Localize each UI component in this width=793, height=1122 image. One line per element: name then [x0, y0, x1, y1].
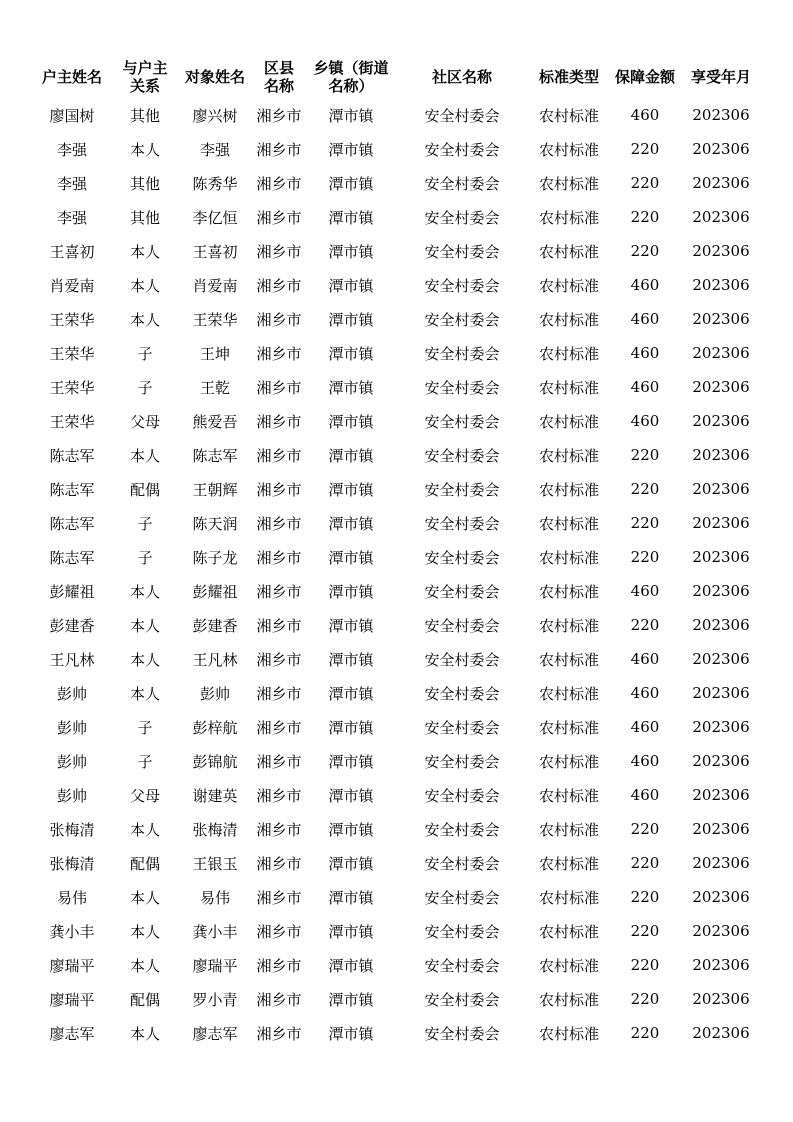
month-cell: 202306	[692, 514, 750, 532]
table-row	[34, 744, 760, 778]
town-cell: 潭市镇	[328, 922, 374, 941]
month-cell: 202306	[692, 888, 750, 906]
community-cell: 安全村委会	[424, 1024, 500, 1043]
relation-cell: 本人	[129, 956, 160, 975]
county-cell: 湘乡市	[256, 820, 302, 839]
month-cell: 202306	[692, 344, 750, 362]
community-cell: 安全村委会	[424, 412, 500, 431]
town-cell: 潭市镇	[328, 582, 374, 601]
standard-cell: 农村标准	[538, 888, 599, 907]
standard-cell: 农村标准	[538, 990, 599, 1009]
head-name-cell: 陈志军	[49, 514, 95, 533]
standard-cell: 农村标准	[538, 446, 599, 465]
standard-cell: 农村标准	[538, 616, 599, 635]
month-cell: 202306	[692, 616, 750, 634]
town-cell: 潭市镇	[328, 548, 374, 567]
table-row	[34, 710, 760, 744]
county-cell: 湘乡市	[256, 650, 302, 669]
town-cell: 潭市镇	[328, 888, 374, 907]
community-cell: 安全村委会	[424, 310, 500, 329]
amount-cell: 460	[630, 276, 660, 294]
head-name-cell: 陈志军	[49, 480, 95, 499]
county-cell: 湘乡市	[256, 242, 302, 261]
table-row	[34, 948, 760, 982]
header-row	[34, 56, 760, 98]
relation-cell: 本人	[129, 242, 160, 261]
town-cell: 潭市镇	[328, 174, 374, 193]
head-name-cell: 彭帅	[56, 718, 87, 737]
person-name-cell: 熊爱吾	[192, 412, 238, 431]
relation-cell: 本人	[129, 446, 160, 465]
person-name-cell: 彭锦航	[192, 752, 238, 771]
relation-cell: 配偶	[129, 480, 160, 499]
amount-cell: 460	[630, 412, 660, 430]
standard-cell: 农村标准	[538, 956, 599, 975]
relation-cell: 本人	[129, 650, 160, 669]
community-cell: 安全村委会	[424, 888, 500, 907]
standard-cell: 农村标准	[538, 718, 599, 737]
standard-cell: 农村标准	[538, 242, 599, 261]
town-cell: 潭市镇	[328, 378, 374, 397]
month-cell: 202306	[692, 684, 750, 702]
person-name-cell: 陈天润	[192, 514, 238, 533]
standard-cell: 农村标准	[538, 1024, 599, 1043]
amount-cell: 220	[630, 174, 660, 192]
header-person-name: 对象姓名	[184, 68, 245, 86]
person-name-cell: 彭帅	[199, 684, 230, 703]
head-name-cell: 王凡林	[49, 650, 95, 669]
header-amount: 保障金额	[614, 68, 675, 86]
county-cell: 湘乡市	[256, 786, 302, 805]
amount-cell: 220	[630, 1024, 660, 1042]
person-name-cell: 王凡林	[192, 650, 238, 669]
town-cell: 潭市镇	[328, 650, 374, 669]
county-cell: 湘乡市	[256, 446, 302, 465]
standard-cell: 农村标准	[538, 650, 599, 669]
relation-cell: 子	[137, 718, 153, 737]
standard-cell: 农村标准	[538, 922, 599, 941]
head-name-cell: 王喜初	[49, 242, 95, 261]
header-county	[250, 56, 308, 98]
person-name-cell: 李亿恒	[192, 208, 238, 227]
head-name-cell: 龚小丰	[49, 922, 95, 941]
table-row	[34, 200, 760, 234]
community-cell: 安全村委会	[424, 684, 500, 703]
standard-cell: 农村标准	[538, 344, 599, 363]
amount-cell: 220	[630, 820, 660, 838]
person-name-cell: 王坤	[199, 344, 230, 363]
month-cell: 202306	[692, 140, 750, 158]
community-cell: 安全村委会	[424, 242, 500, 261]
head-name-cell: 张梅清	[49, 820, 95, 839]
amount-cell: 220	[630, 140, 660, 158]
table-row	[34, 1016, 760, 1050]
town-cell: 潭市镇	[328, 616, 374, 635]
community-cell: 安全村委会	[424, 446, 500, 465]
community-cell: 安全村委会	[424, 820, 500, 839]
standard-cell: 农村标准	[538, 548, 599, 567]
town-cell: 潭市镇	[328, 752, 374, 771]
table-row	[34, 880, 760, 914]
person-name-cell: 廖志军	[192, 1024, 238, 1043]
person-name-cell: 王朝辉	[192, 480, 238, 499]
relation-cell: 本人	[129, 820, 160, 839]
table-row	[34, 302, 760, 336]
month-cell: 202306	[692, 446, 750, 464]
community-cell: 安全村委会	[424, 514, 500, 533]
community-cell: 安全村委会	[424, 140, 500, 159]
relation-cell: 其他	[129, 208, 160, 227]
county-cell: 湘乡市	[256, 1024, 302, 1043]
relation-cell: 其他	[129, 174, 160, 193]
community-cell: 安全村委会	[424, 786, 500, 805]
county-cell: 湘乡市	[256, 684, 302, 703]
month-cell: 202306	[692, 174, 750, 192]
head-name-cell: 王荣华	[49, 344, 95, 363]
town-cell: 潭市镇	[328, 820, 374, 839]
county-cell: 湘乡市	[256, 480, 302, 499]
county-cell: 湘乡市	[256, 344, 302, 363]
table-row	[34, 982, 760, 1016]
month-cell: 202306	[692, 242, 750, 260]
relation-cell: 子	[137, 514, 153, 533]
person-name-cell: 易伟	[199, 888, 230, 907]
town-cell: 潭市镇	[328, 310, 374, 329]
table-row	[34, 778, 760, 812]
town-cell: 潭市镇	[328, 480, 374, 499]
table-row	[34, 676, 760, 710]
relation-cell: 本人	[129, 616, 160, 635]
standard-cell: 农村标准	[538, 514, 599, 533]
header-standard: 标准类型	[538, 68, 599, 86]
month-cell: 202306	[692, 378, 750, 396]
month-cell: 202306	[692, 854, 750, 872]
amount-cell: 460	[630, 344, 660, 362]
relation-cell: 其他	[129, 106, 160, 125]
town-cell: 潭市镇	[328, 854, 374, 873]
month-cell: 202306	[692, 752, 750, 770]
month-cell: 202306	[692, 1024, 750, 1042]
table-body	[34, 98, 760, 1050]
month-cell: 202306	[692, 106, 750, 124]
table-row	[34, 608, 760, 642]
header-head-name: 户主姓名	[41, 68, 102, 86]
person-name-cell: 王银玉	[192, 854, 238, 873]
standard-cell: 农村标准	[538, 752, 599, 771]
person-name-cell: 廖兴树	[192, 106, 238, 125]
relation-cell: 本人	[129, 922, 160, 941]
county-cell: 湘乡市	[256, 752, 302, 771]
month-cell: 202306	[692, 208, 750, 226]
amount-cell: 220	[630, 922, 660, 940]
town-cell: 潭市镇	[328, 140, 374, 159]
person-name-cell: 王乾	[199, 378, 230, 397]
table-row	[34, 336, 760, 370]
county-cell: 湘乡市	[256, 140, 302, 159]
person-name-cell: 彭梓航	[192, 718, 238, 737]
head-name-cell: 王荣华	[49, 378, 95, 397]
relation-cell: 本人	[129, 1024, 160, 1043]
relation-cell: 本人	[129, 140, 160, 159]
community-cell: 安全村委会	[424, 276, 500, 295]
relation-cell: 本人	[129, 310, 160, 329]
standard-cell: 农村标准	[538, 208, 599, 227]
head-name-cell: 王荣华	[49, 412, 95, 431]
amount-cell: 460	[630, 752, 660, 770]
community-cell: 安全村委会	[424, 990, 500, 1009]
community-cell: 安全村委会	[424, 208, 500, 227]
relation-cell: 子	[137, 752, 153, 771]
table-row	[34, 234, 760, 268]
relation-cell: 配偶	[129, 990, 160, 1009]
community-cell: 安全村委会	[424, 752, 500, 771]
community-cell: 安全村委会	[424, 548, 500, 567]
table-row	[34, 846, 760, 880]
table-row	[34, 914, 760, 948]
community-cell: 安全村委会	[424, 854, 500, 873]
month-cell: 202306	[692, 582, 750, 600]
standard-cell: 农村标准	[538, 684, 599, 703]
head-name-cell: 彭帅	[56, 684, 87, 703]
head-name-cell: 彭帅	[56, 752, 87, 771]
county-cell: 湘乡市	[256, 174, 302, 193]
amount-cell: 220	[630, 480, 660, 498]
month-cell: 202306	[692, 412, 750, 430]
table-row	[34, 506, 760, 540]
community-cell: 安全村委会	[424, 650, 500, 669]
table-row	[34, 268, 760, 302]
head-name-cell: 王荣华	[49, 310, 95, 329]
amount-cell: 220	[630, 514, 660, 532]
table-row	[34, 540, 760, 574]
person-name-cell: 陈志军	[192, 446, 238, 465]
table-row	[34, 132, 760, 166]
month-cell: 202306	[692, 820, 750, 838]
amount-cell: 460	[630, 378, 660, 396]
table-row	[34, 404, 760, 438]
standard-cell: 农村标准	[538, 480, 599, 499]
relation-cell: 本人	[129, 276, 160, 295]
town-cell: 潭市镇	[328, 276, 374, 295]
county-cell: 湘乡市	[256, 582, 302, 601]
header-town-line1: 乡镇（街道	[313, 59, 389, 77]
county-cell: 湘乡市	[256, 616, 302, 635]
standard-cell: 农村标准	[538, 854, 599, 873]
head-name-cell: 廖国树	[49, 106, 95, 125]
table-header	[34, 56, 760, 98]
community-cell: 安全村委会	[424, 922, 500, 941]
standard-cell: 农村标准	[538, 582, 599, 601]
month-cell: 202306	[692, 718, 750, 736]
head-name-cell: 廖瑞平	[49, 990, 95, 1009]
relation-cell: 子	[137, 378, 153, 397]
community-cell: 安全村委会	[424, 616, 500, 635]
town-cell: 潭市镇	[328, 956, 374, 975]
head-name-cell: 易伟	[56, 888, 87, 907]
community-cell: 安全村委会	[424, 378, 500, 397]
table-row	[34, 574, 760, 608]
month-cell: 202306	[692, 276, 750, 294]
person-name-cell: 王荣华	[192, 310, 238, 329]
standard-cell: 农村标准	[538, 106, 599, 125]
person-name-cell: 廖瑞平	[192, 956, 238, 975]
county-cell: 湘乡市	[256, 990, 302, 1009]
header-town	[308, 56, 394, 98]
head-name-cell: 李强	[56, 140, 87, 159]
table-row	[34, 642, 760, 676]
relation-cell: 子	[137, 344, 153, 363]
person-name-cell: 罗小青	[192, 990, 238, 1009]
town-cell: 潭市镇	[328, 242, 374, 261]
relation-cell: 本人	[129, 888, 160, 907]
county-cell: 湘乡市	[256, 276, 302, 295]
month-cell: 202306	[692, 990, 750, 1008]
amount-cell: 220	[630, 956, 660, 974]
head-name-cell: 彭耀祖	[49, 582, 95, 601]
town-cell: 潭市镇	[328, 208, 374, 227]
month-cell: 202306	[692, 310, 750, 328]
head-name-cell: 陈志军	[49, 548, 95, 567]
month-cell: 202306	[692, 480, 750, 498]
town-cell: 潭市镇	[328, 1024, 374, 1043]
county-cell: 湘乡市	[256, 888, 302, 907]
standard-cell: 农村标准	[538, 310, 599, 329]
month-cell: 202306	[692, 650, 750, 668]
month-cell: 202306	[692, 922, 750, 940]
head-name-cell: 陈志军	[49, 446, 95, 465]
amount-cell: 220	[630, 208, 660, 226]
person-name-cell: 张梅清	[192, 820, 238, 839]
standard-cell: 农村标准	[538, 174, 599, 193]
amount-cell: 460	[630, 650, 660, 668]
header-relation-line1: 与户主	[122, 59, 168, 77]
relation-cell: 本人	[129, 582, 160, 601]
header-relation-line2: 关系	[129, 77, 160, 95]
relation-cell: 本人	[129, 684, 160, 703]
table-row	[34, 472, 760, 506]
person-name-cell: 王喜初	[192, 242, 238, 261]
standard-cell: 农村标准	[538, 786, 599, 805]
month-cell: 202306	[692, 956, 750, 974]
amount-cell: 460	[630, 310, 660, 328]
header-county-line2: 名称	[263, 77, 294, 95]
county-cell: 湘乡市	[256, 514, 302, 533]
head-name-cell: 彭帅	[56, 786, 87, 805]
person-name-cell: 龚小丰	[192, 922, 238, 941]
county-cell: 湘乡市	[256, 956, 302, 975]
amount-cell: 220	[630, 616, 660, 634]
standard-cell: 农村标准	[538, 276, 599, 295]
table-row	[34, 370, 760, 404]
head-name-cell: 彭建香	[49, 616, 95, 635]
person-name-cell: 彭建香	[192, 616, 238, 635]
amount-cell: 220	[630, 548, 660, 566]
community-cell: 安全村委会	[424, 106, 500, 125]
community-cell: 安全村委会	[424, 480, 500, 499]
county-cell: 湘乡市	[256, 854, 302, 873]
standard-cell: 农村标准	[538, 820, 599, 839]
table-row	[34, 166, 760, 200]
header-month: 享受年月	[690, 68, 751, 86]
amount-cell: 460	[630, 582, 660, 600]
amount-cell: 220	[630, 888, 660, 906]
amount-cell: 220	[630, 854, 660, 872]
person-name-cell: 陈秀华	[192, 174, 238, 193]
amount-cell: 460	[630, 106, 660, 124]
community-cell: 安全村委会	[424, 718, 500, 737]
town-cell: 潭市镇	[328, 990, 374, 1009]
county-cell: 湘乡市	[256, 548, 302, 567]
table-row	[34, 438, 760, 472]
table-row	[34, 98, 760, 132]
head-name-cell: 肖爱南	[49, 276, 95, 295]
town-cell: 潭市镇	[328, 106, 374, 125]
town-cell: 潭市镇	[328, 344, 374, 363]
town-cell: 潭市镇	[328, 718, 374, 737]
head-name-cell: 李强	[56, 208, 87, 227]
county-cell: 湘乡市	[256, 412, 302, 431]
standard-cell: 农村标准	[538, 378, 599, 397]
community-cell: 安全村委会	[424, 174, 500, 193]
month-cell: 202306	[692, 548, 750, 566]
town-cell: 潭市镇	[328, 786, 374, 805]
head-name-cell: 张梅清	[49, 854, 95, 873]
community-cell: 安全村委会	[424, 956, 500, 975]
county-cell: 湘乡市	[256, 310, 302, 329]
person-name-cell: 谢建英	[192, 786, 238, 805]
relation-cell: 配偶	[129, 854, 160, 873]
head-name-cell: 廖志军	[49, 1024, 95, 1043]
amount-cell: 220	[630, 242, 660, 260]
person-name-cell: 肖爱南	[192, 276, 238, 295]
amount-cell: 220	[630, 446, 660, 464]
month-cell: 202306	[692, 786, 750, 804]
header-community: 社区名称	[431, 68, 492, 86]
header-relation	[110, 56, 180, 98]
relation-cell: 子	[137, 548, 153, 567]
standard-cell: 农村标准	[538, 140, 599, 159]
relation-cell: 父母	[129, 786, 160, 805]
relation-cell: 父母	[129, 412, 160, 431]
table-row	[34, 812, 760, 846]
county-cell: 湘乡市	[256, 718, 302, 737]
amount-cell: 460	[630, 684, 660, 702]
header-town-line2: 名称）	[328, 77, 374, 95]
head-name-cell: 李强	[56, 174, 87, 193]
amount-cell: 220	[630, 990, 660, 1008]
header-county-line1: 区县	[263, 59, 294, 77]
person-name-cell: 李强	[199, 140, 230, 159]
county-cell: 湘乡市	[256, 106, 302, 125]
town-cell: 潭市镇	[328, 412, 374, 431]
amount-cell: 460	[630, 786, 660, 804]
county-cell: 湘乡市	[256, 378, 302, 397]
amount-cell: 460	[630, 718, 660, 736]
assistance-roster-table	[34, 56, 760, 1050]
community-cell: 安全村委会	[424, 582, 500, 601]
town-cell: 潭市镇	[328, 446, 374, 465]
standard-cell: 农村标准	[538, 412, 599, 431]
town-cell: 潭市镇	[328, 514, 374, 533]
community-cell: 安全村委会	[424, 344, 500, 363]
county-cell: 湘乡市	[256, 922, 302, 941]
head-name-cell: 廖瑞平	[49, 956, 95, 975]
county-cell: 湘乡市	[256, 208, 302, 227]
person-name-cell: 彭耀祖	[192, 582, 238, 601]
person-name-cell: 陈子龙	[192, 548, 238, 567]
town-cell: 潭市镇	[328, 684, 374, 703]
